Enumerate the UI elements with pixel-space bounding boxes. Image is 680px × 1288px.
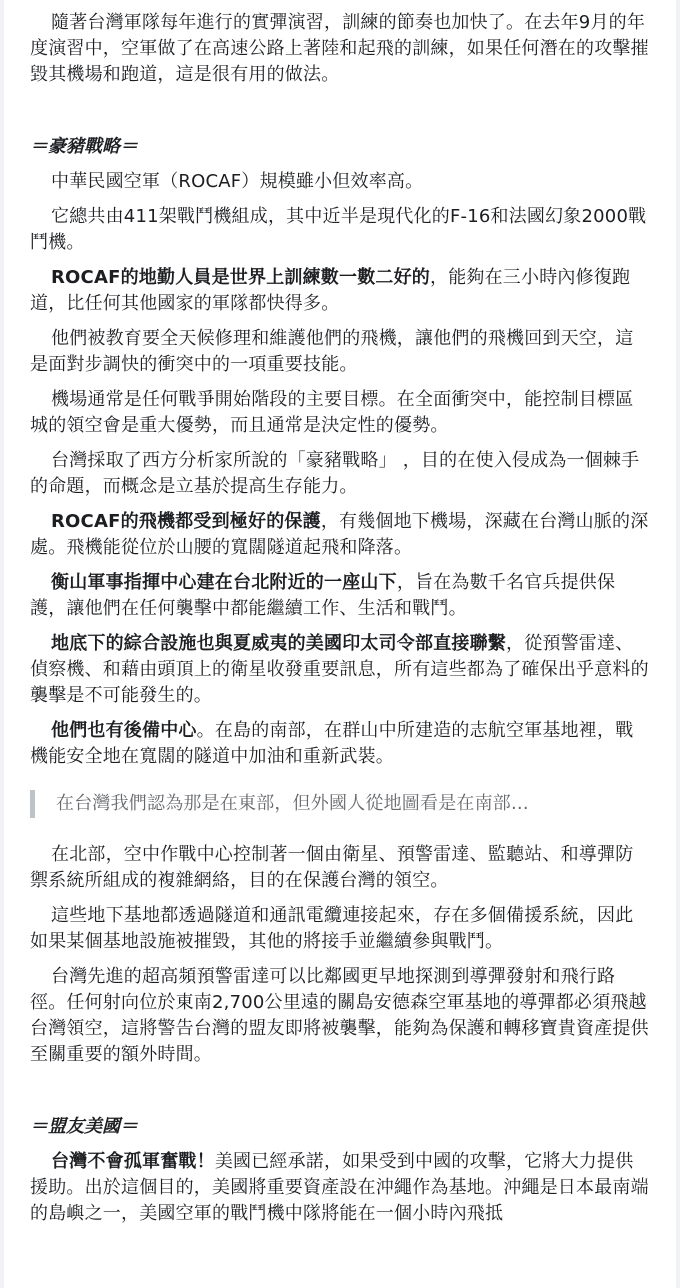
- paragraph: 衡山軍事指揮中心建在台北附近的一座山下，旨在為數千名官兵提供保護，讓他們在任何襲擊中都能繼續工作、生活和戰鬥。: [30, 572, 616, 619]
- article-body: [4, 0, 676, 1288]
- quote-text: 在台灣我們認為那是在東部，但外國人從地圖看是在南部...: [56, 793, 529, 814]
- bold-highlight: 台灣不會孤軍奮戰！: [51, 1151, 215, 1172]
- blockquote: [30, 790, 650, 818]
- paragraph: 這些地下基地都透過隧道和通訊電纜連接起來，存在多個備援系統，因此如果某個基地設施被摧毀，其他的將接手並繼續參與戰鬥。: [30, 905, 634, 952]
- bold-highlight: 衡山軍事指揮中心建在台北附近的一座山下: [51, 572, 397, 593]
- bold-highlight: ROCAF的飛機都受到極好的保護: [51, 511, 321, 532]
- paragraph: ROCAF的飛機都受到極好的保護，有幾個地下機場，深藏在台灣山脈的深處。飛機能從位於山腰的寬闊隧道起飛和降落。: [30, 511, 649, 558]
- quote-bar: [30, 790, 35, 818]
- paragraph: 台灣先進的超高頻預警雷達可以比鄰國更早地探測到導彈發射和飛行路徑。任何射向位於東南2,700公里遠的關島安德森空軍基地的導彈都必須飛越台灣領空，這將警告台灣的盟友即將被襲擊，能夠為保護和轉移寶貴資產提供至關重要的額外時間。: [30, 966, 649, 1065]
- paragraph: ROCAF的地勤人員是世界上訓練數一數二好的，能夠在三小時內修復跑道，比任何其他國家的軍隊都快得多。: [30, 267, 631, 314]
- section-heading-porcupine: ＝豪豬戰略＝: [30, 136, 138, 157]
- paragraph: 中華民國空軍（ROCAF）規模雖小但效率高。: [51, 171, 424, 192]
- bold-highlight: 他們也有後備中心: [51, 720, 197, 741]
- paragraph: 他們也有後備中心。在島的南部，在群山中所建造的志航空軍基地裡，戰機能安全地在寬闊的隧道中加油和重新武裝。: [30, 720, 634, 767]
- paragraph: 地底下的綜合設施也與夏威夷的美國印太司令部直接聯繫，從預警雷達、偵察機、和藉由頭頂上的衛星收發重要訊息，所有這些都為了確保出乎意料的襲擊是不可能發生的。: [30, 633, 649, 706]
- bold-highlight: ROCAF的地勤人員是世界上訓練數一數二好的: [51, 267, 430, 288]
- spacer: [30, 1068, 650, 1114]
- paragraph: 台灣不會孤軍奮戰！美國已經承諾，如果受到中國的攻擊，它將大力提供援助。出於這個目的，美國將重要資產設在沖繩作為基地。沖繩是日本最南端的島嶼之一，美國空軍的戰鬥機中隊將能在一個小時內飛抵: [30, 1151, 649, 1224]
- bold-highlight: 地底下的綜合設施也與夏威夷的美國印太司令部直接聯繫: [51, 633, 506, 654]
- intro-paragraph: 隨著台灣軍隊每年進行的實彈演習，訓練的節奏也加快了。在去年9月的年度演習中，空軍做了在高速公路上著陸和起飛的訓練，如果任何潛在的攻擊摧毀其機場和跑道，這是很有用的做法。: [30, 12, 649, 85]
- section-heading-ally-usa: ＝盟友美國＝: [30, 1116, 138, 1137]
- paragraph: 他們被教育要全天候修理和維護他們的飛機，讓他們的飛機回到天空，這是面對步調快的衝突中的一項重要技能。: [30, 328, 634, 375]
- paragraph: 在北部，空中作戰中心控制著一個由衛星、預警雷達、監聽站、和導彈防禦系統所組成的複雜網絡，目的在保護台灣的領空。: [30, 844, 634, 891]
- paragraph: 它總共由411架戰鬥機組成，其中近半是現代化的F-16和法國幻象2000戰鬥機。: [30, 206, 647, 253]
- paragraph: 台灣採取了西方分析家所說的「豪豬戰略」 ，目的在使入侵成為一個棘手的命題，而概念是立基於提高生存能力。: [30, 450, 640, 497]
- spacer: [30, 88, 650, 134]
- paragraph: 機場通常是任何戰爭開始階段的主要目標。在全面衝突中，能控制目標區城的領空會是重大優勢，而且通常是決定性的優勢。: [30, 389, 634, 436]
